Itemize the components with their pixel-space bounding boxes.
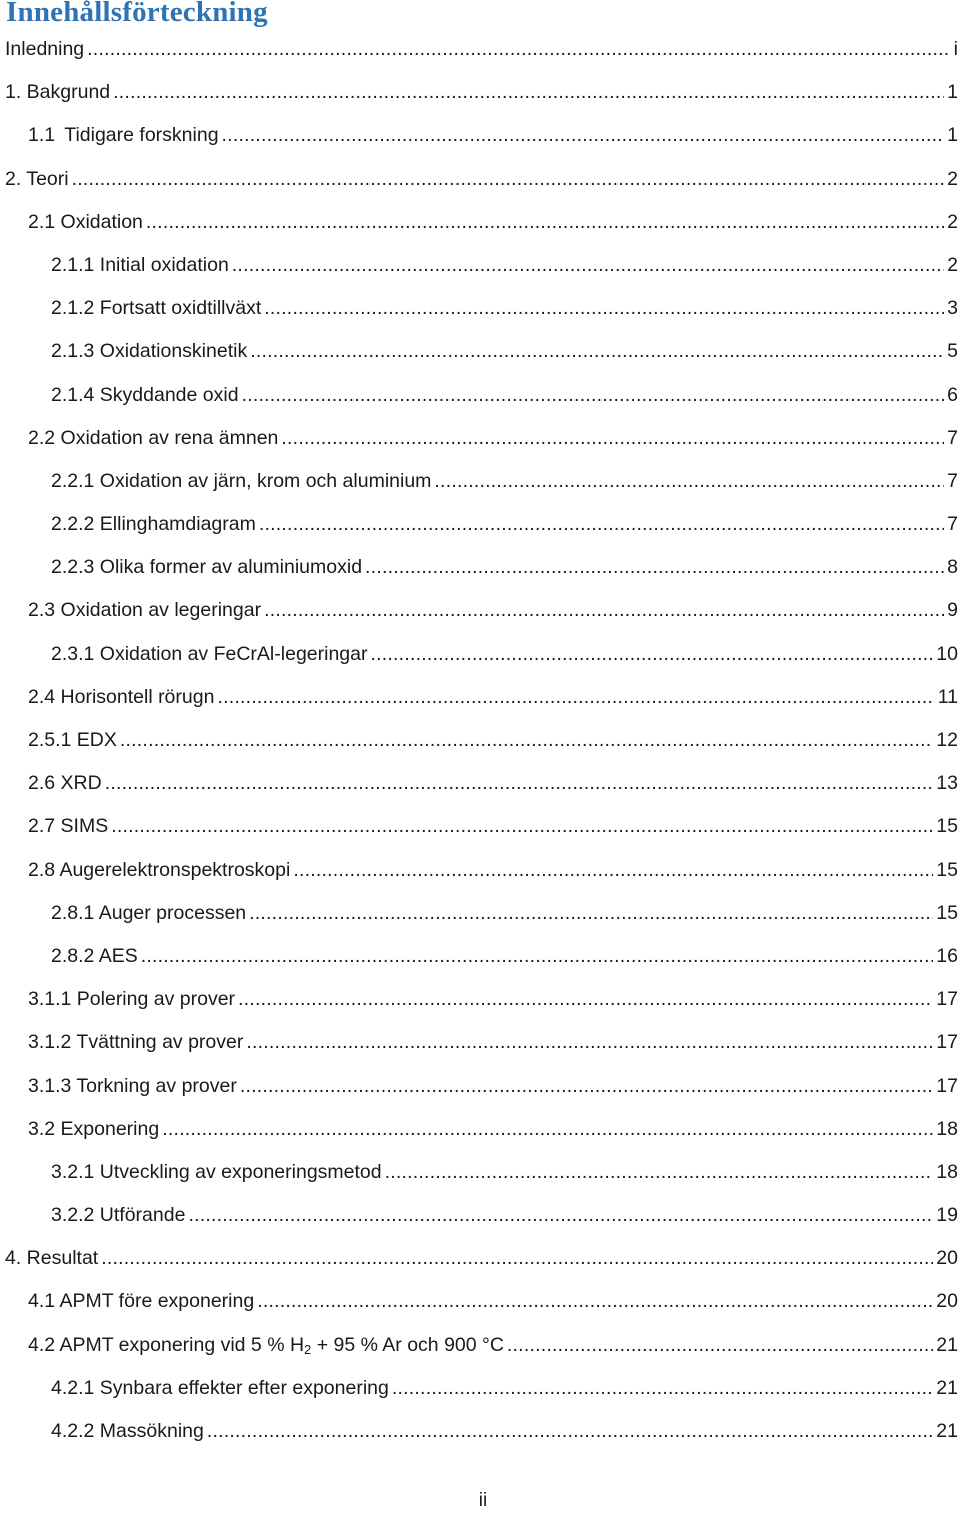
toc-entry-utveckling-exponeringsmetod[interactable] <box>0 1151 960 1194</box>
toc-entry-label: 4.1 APMT före exponering <box>28 1290 255 1313</box>
toc-entry-page: 17 <box>936 1074 958 1097</box>
toc-entry-label: 2.3.1 Oxidation av FeCrAl-legeringar <box>51 642 368 665</box>
dot-leader <box>217 676 934 719</box>
toc-entry-page: 5 <box>947 340 958 363</box>
toc-entry-label: 1. Bakgrund <box>5 81 111 104</box>
toc-entry-label: 2.1.2 Fortsatt oxidtillväxt <box>51 297 262 320</box>
toc-entry-page: 21 <box>936 1333 958 1356</box>
toc-entry-auger-processen[interactable] <box>0 892 960 935</box>
dot-leader <box>371 633 934 676</box>
toc-entry-oxidation-legeringar[interactable] <box>0 589 960 632</box>
toc-entry-label: 3.2.2 Utförande <box>51 1204 186 1227</box>
toc-entry-page: 2 <box>947 210 958 233</box>
dot-leader <box>120 719 933 762</box>
dot-leader <box>232 244 944 287</box>
toc-entry-page: 1 <box>947 81 958 104</box>
dot-leader <box>87 28 951 71</box>
toc-entry-page: 12 <box>936 729 958 751</box>
toc-entry-aes[interactable] <box>0 935 960 978</box>
toc-title: Innehållsförteckning <box>6 0 268 28</box>
page-number: ii <box>478 1490 488 1511</box>
dot-leader <box>162 1108 933 1151</box>
dot-leader <box>264 287 944 330</box>
toc-entry-page: 3 <box>947 297 958 320</box>
toc-entry-label: 2.1.3 Oxidationskinetik <box>51 340 248 363</box>
toc-entry-utforande[interactable] <box>0 1194 960 1237</box>
toc-entry-label: 2.7 SIMS <box>28 815 109 838</box>
toc-entry-inledning[interactable] <box>0 28 960 71</box>
toc-entry-label: Inledning <box>5 38 85 60</box>
dot-leader <box>385 1151 934 1194</box>
dot-leader <box>507 1324 933 1367</box>
toc-entry-page: 19 <box>936 1204 958 1227</box>
toc-entry-page: 7 <box>947 426 958 449</box>
toc-entry-massokning[interactable] <box>0 1410 960 1453</box>
toc-entry-label-pre: 4.2 APMT exponering vid 5 % H <box>28 1333 305 1356</box>
dot-leader <box>207 1410 933 1453</box>
toc-entry-label: 2.2.3 Olika former av aluminiumoxid <box>51 556 363 579</box>
toc-entry-label: 2.8.1 Auger processen <box>51 901 247 924</box>
toc-entry-page: i <box>953 38 958 60</box>
toc-entry-page: 18 <box>936 1160 958 1183</box>
toc-entry-page: 15 <box>936 858 958 881</box>
toc-entry-ellinghamdiagram[interactable] <box>0 503 960 546</box>
toc-entry-exponering[interactable] <box>0 1108 960 1151</box>
toc-entry-label: 2.1.4 Skyddande oxid <box>51 383 239 406</box>
toc-entry-tvattning-av-prover[interactable] <box>0 1021 960 1064</box>
toc-entry-label: 2. Teori <box>5 167 69 190</box>
dot-leader <box>101 1237 933 1280</box>
dot-leader <box>250 330 944 373</box>
toc-entry-page: 20 <box>936 1290 958 1313</box>
dot-leader <box>242 374 945 417</box>
dot-leader <box>434 460 944 503</box>
toc-entry-label: 2.1.1 Initial oxidation <box>51 253 229 276</box>
toc-entry-label: 3.1.3 Torkning av prover <box>28 1074 237 1097</box>
toc-entry-page: 9 <box>947 599 958 622</box>
toc-entry-page: 15 <box>936 901 958 924</box>
toc-entry-horisontell-rorugn[interactable] <box>0 676 960 719</box>
dot-leader <box>293 849 933 892</box>
toc-entry-page: 2 <box>947 167 958 190</box>
toc-entry-resultat[interactable] <box>0 1237 960 1280</box>
toc-entry-oxidationskinetik[interactable] <box>0 330 960 373</box>
toc-entry-label: 2.8.2 AES <box>51 944 138 967</box>
toc-entry-torkning-av-prover[interactable] <box>0 1065 960 1108</box>
toc-entry-sims[interactable] <box>0 805 960 848</box>
toc-entry-skyddande-oxid[interactable] <box>0 374 960 417</box>
toc-entry-label: 2.4 Horisontell rörugn <box>28 685 215 708</box>
toc-entry-label: 2.1 Oxidation <box>28 210 143 233</box>
dot-leader <box>246 1021 933 1064</box>
toc-entry-oxidation-rena-amnen[interactable] <box>0 417 960 460</box>
toc-entry-label: 4.2.2 Massökning <box>51 1420 204 1442</box>
toc-entry-bakgrund[interactable] <box>0 71 960 114</box>
toc-entry-apmt-fore-exponering[interactable] <box>0 1280 960 1323</box>
dot-leader <box>281 417 944 460</box>
dot-leader <box>111 805 933 848</box>
dot-leader <box>188 1194 933 1237</box>
toc-entry-label <box>28 1324 504 1367</box>
toc-entry-page: 7 <box>947 469 958 492</box>
dot-leader <box>365 546 944 589</box>
dot-leader <box>259 503 944 546</box>
toc-entry-label: 3.1.2 Tvättning av prover <box>28 1031 244 1054</box>
dot-leader <box>222 114 945 157</box>
toc-entry-tidigare-forskning[interactable] <box>0 114 960 157</box>
toc-entry-page: 21 <box>936 1376 958 1399</box>
toc-entry-synbara-effekter[interactable] <box>0 1367 960 1410</box>
dot-leader <box>392 1367 933 1410</box>
toc-entry-label: 2.6 XRD <box>28 772 102 795</box>
dot-leader <box>72 158 945 201</box>
toc-entry-page: 11 <box>937 685 958 708</box>
toc-entry-page: 2 <box>947 253 958 276</box>
toc-entry-page: 15 <box>936 815 958 838</box>
toc-entry-page: 10 <box>936 642 958 665</box>
toc-entry-label: 2.5.1 EDX <box>28 729 117 751</box>
toc-entry-label: 2.2 Oxidation av rena ämnen <box>28 426 279 449</box>
toc-entry-label: 2.2.1 Oxidation av järn, krom och aluminium <box>51 469 432 492</box>
toc-entry-label: 2.8 Augerelektronspektroskopi <box>28 858 291 881</box>
toc-entry-page: 17 <box>936 1031 958 1054</box>
table-of-contents <box>0 28 960 1453</box>
dot-leader <box>238 978 933 1021</box>
toc-entry-number: 1.1 <box>28 124 56 147</box>
toc-entry-apmt-exponering[interactable] <box>0 1324 960 1367</box>
toc-entry-label: 4. Resultat <box>5 1247 99 1270</box>
toc-entry-page: 16 <box>936 944 958 967</box>
toc-entry-label: 2.3 Oxidation av legeringar <box>28 599 262 622</box>
toc-entry-label: Tidigare forskning <box>64 124 219 147</box>
dot-leader <box>141 935 934 978</box>
toc-entry-augerelektronspektroskopi[interactable] <box>0 849 960 892</box>
toc-entry-label-post: + 95 % Ar och 900 °C <box>311 1333 504 1356</box>
dot-leader <box>257 1280 933 1323</box>
toc-entry-page: 8 <box>947 556 958 579</box>
dot-leader <box>146 201 944 244</box>
toc-entry-page: 7 <box>947 513 958 536</box>
toc-entry-initial-oxidation[interactable] <box>0 244 960 287</box>
toc-entry-page: 21 <box>936 1420 958 1442</box>
toc-entry-label: 3.1.1 Polering av prover <box>28 988 236 1011</box>
toc-entry-label: 4.2.1 Synbara effekter efter exponering <box>51 1376 389 1399</box>
toc-entry-xrd[interactable] <box>0 762 960 805</box>
toc-entry-oxidation-jarn-krom-aluminium[interactable] <box>0 460 960 503</box>
toc-entry-polering-av-prover[interactable] <box>0 978 960 1021</box>
toc-entry-label: 2.2.2 Ellinghamdiagram <box>51 513 256 536</box>
toc-entry-fortsatt-oxidtillvaxt[interactable] <box>0 287 960 330</box>
toc-entry-teori[interactable] <box>0 158 960 201</box>
toc-entry-page: 20 <box>936 1247 958 1270</box>
toc-entry-page: 17 <box>936 988 958 1011</box>
toc-entry-edx[interactable] <box>0 719 960 762</box>
toc-entry-aluminiumoxid[interactable] <box>0 546 960 589</box>
dot-leader <box>249 892 933 935</box>
toc-entry-page: 6 <box>947 383 958 406</box>
toc-entry-fecral-legeringar[interactable] <box>0 633 960 676</box>
dot-leader <box>264 589 944 632</box>
toc-entry-label: 3.2 Exponering <box>28 1117 160 1140</box>
subscript-text: 2 <box>304 1341 312 1357</box>
toc-entry-page: 1 <box>947 124 958 147</box>
toc-entry-page: 18 <box>936 1117 958 1140</box>
toc-entry-page: 13 <box>936 772 958 795</box>
dot-leader <box>240 1065 933 1108</box>
toc-entry-oxidation[interactable] <box>0 201 960 244</box>
dot-leader <box>105 762 934 805</box>
dot-leader <box>113 71 944 114</box>
toc-entry-label: 3.2.1 Utveckling av exponeringsmetod <box>51 1160 382 1183</box>
